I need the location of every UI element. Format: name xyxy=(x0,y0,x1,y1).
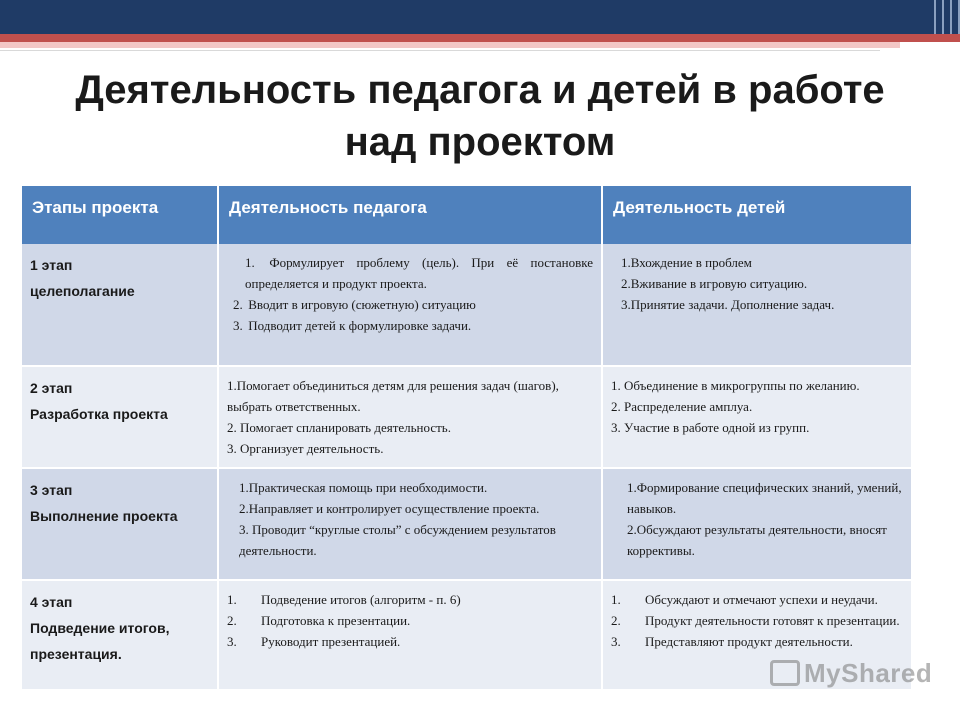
top-red-stripe xyxy=(0,34,960,42)
stage-number: 1 этап xyxy=(30,257,73,273)
page-title: Деятельность педагога и детей в работе над проектом xyxy=(75,68,885,164)
list-item: 1.Практическая помощь при необходимости. xyxy=(239,480,488,495)
watermark xyxy=(770,658,932,689)
list-item: 1. Формулирует проблему (цель). При её постановке определяется и продукт проекта. xyxy=(245,255,594,291)
teacher-activity-cell xyxy=(218,366,602,468)
list-item: 2. Помогает спланировать деятельность. xyxy=(227,420,451,435)
watermark-text: MyShared xyxy=(804,658,933,688)
stage-cell xyxy=(22,468,218,580)
table-row xyxy=(22,366,912,468)
table-header-row xyxy=(22,186,912,244)
list-item: 1. Объединение в микрогруппы по желанию. xyxy=(611,378,860,393)
teacher-activity-cell xyxy=(218,244,602,366)
list-item: 3. Подводит детей к формулировке задачи. xyxy=(233,318,472,333)
stage-number: 3 этап xyxy=(30,482,73,498)
project-stages-table xyxy=(22,186,913,691)
teacher-activity-cell xyxy=(218,580,602,690)
list-item: 3. Участие в работе одной из групп. xyxy=(611,420,810,435)
stage-name: целеполагание xyxy=(30,283,135,299)
stage-number: 2 этап xyxy=(30,380,73,396)
list-item: 2. Подготовка к презентации. xyxy=(227,613,411,628)
children-activity-cell xyxy=(602,468,912,580)
list-item: 1.Помогает объединиться детям для решения задач (шагов), выбрать ответственных. xyxy=(227,378,559,414)
children-activity-cell xyxy=(602,244,912,366)
list-item: 3. Руководит презентацией. xyxy=(227,634,401,649)
stage-name: Выполнение проекта xyxy=(30,508,178,524)
list-item: 3.Принятие задачи. Дополнение задач. xyxy=(621,297,835,312)
list-item: 3. Проводит “круглые столы” с обсуждением результатов деятельности. xyxy=(239,522,556,558)
children-activity-cell xyxy=(602,366,912,468)
top-pink-stripe xyxy=(0,42,900,48)
list-item: 2.Вживание в игровую ситуацию. xyxy=(621,276,808,291)
stage-name: Разработка проекта xyxy=(30,406,168,422)
list-item: 2. Распределение амплуа. xyxy=(611,399,753,414)
table-row xyxy=(22,468,912,580)
stage-cell xyxy=(22,366,218,468)
list-item: 1.Формирование специфических знаний, умений, навыков. xyxy=(627,480,902,516)
list-item: 2.Обсуждают результаты деятельности, вносят коррективы. xyxy=(627,522,887,558)
presentation-icon xyxy=(770,660,800,686)
stage-name: Подведение итогов, презентация. xyxy=(30,620,170,662)
table-row xyxy=(22,244,912,366)
list-item: 1. Обсуждают и отмечают успехи и неудачи. xyxy=(611,592,878,607)
header-stages: Этапы проекта xyxy=(22,186,218,244)
top-decor-bar xyxy=(0,0,960,34)
stage-cell xyxy=(22,244,218,366)
teacher-activity-cell xyxy=(218,468,602,580)
stage-number: 4 этап xyxy=(30,594,73,610)
header-teacher: Деятельность педагога xyxy=(218,186,602,244)
list-item: 2. Вводит в игровую (сюжетную) ситуацию xyxy=(233,297,476,312)
top-thin-line xyxy=(0,50,880,51)
list-item: 1.Вхождение в проблем xyxy=(621,255,752,270)
list-item: 2.Направляет и контролирует осуществление проекта. xyxy=(239,501,540,516)
corner-stripes xyxy=(934,0,960,34)
header-children: Деятельность детей xyxy=(602,186,912,244)
stage-cell xyxy=(22,580,218,690)
list-item: 3. Представляют продукт деятельности. xyxy=(611,634,853,649)
list-item: 1. Подведение итогов (алгоритм - п. 6) xyxy=(227,592,461,607)
list-item: 3. Организует деятельность. xyxy=(227,441,384,456)
list-item: 2. Продукт деятельности готовят к презентации. xyxy=(611,613,900,628)
